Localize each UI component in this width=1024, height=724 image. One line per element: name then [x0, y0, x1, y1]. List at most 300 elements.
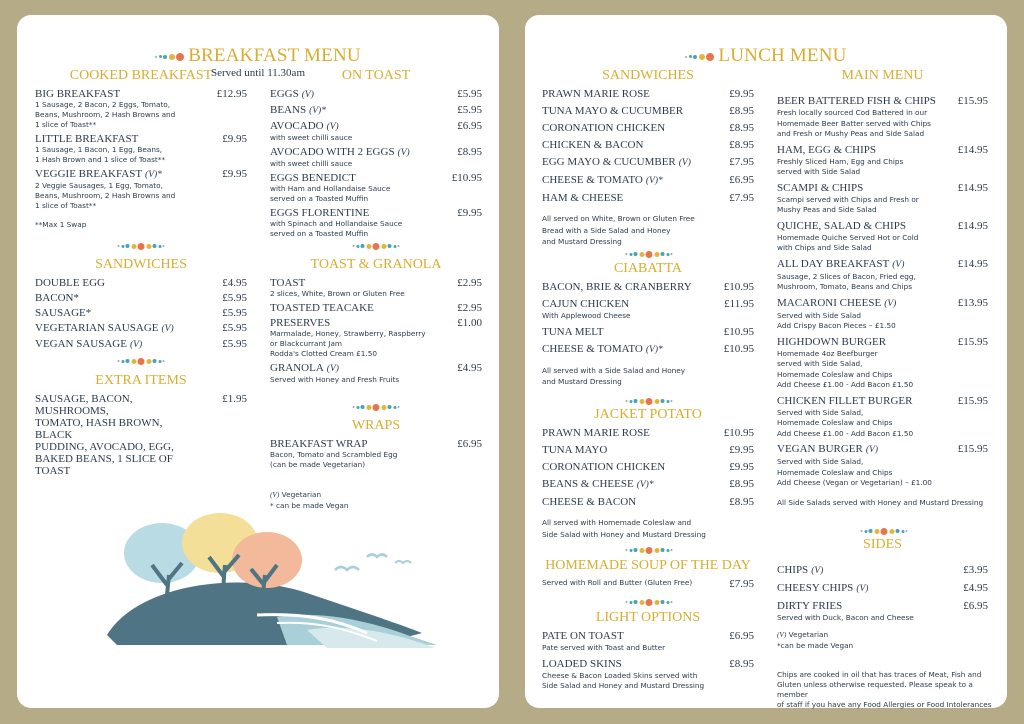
dot: [646, 251, 653, 258]
menu-item: [35, 133, 247, 165]
dot: [121, 245, 124, 248]
item-name: [542, 192, 754, 205]
item-price: £9.95: [222, 168, 247, 180]
menu-item: [542, 496, 754, 509]
item-description: Cheese & Bacon Loaded Skins served with: [542, 670, 698, 680]
item-description: with sweet chilli sauce: [270, 159, 353, 168]
dots-divider: [626, 546, 673, 554]
breakfast-title-text: BREAKFAST MENU: [188, 45, 361, 66]
menu-item: [270, 438, 482, 470]
dot: [398, 406, 400, 408]
item-description: Side Salad and Honey and Mustard Dressing: [542, 681, 705, 690]
section-sandwiches: [35, 257, 247, 354]
legend-vegan: *can be made Vegan: [777, 641, 854, 650]
dot: [356, 406, 359, 409]
item-price: £8.95: [729, 657, 754, 670]
item-price: £6.95: [457, 438, 482, 450]
dietary-tag: (V): [811, 566, 824, 576]
item-name-text: AVOCADO: [270, 120, 324, 132]
item-name-text: TUNA MAYO & CUCUMBER: [542, 105, 684, 117]
dot: [158, 360, 161, 363]
section-heading: HOMEMADE SOUP OF THE DAY: [545, 558, 751, 573]
menu-item: [542, 105, 754, 118]
dot: [629, 253, 632, 256]
dot: [639, 600, 644, 605]
dot: [706, 53, 714, 61]
item-price: £6.95: [963, 600, 988, 612]
legend-v-symbol: (V): [777, 630, 787, 639]
section-wraps: [270, 418, 482, 473]
section-heading: MAIN MENU: [841, 68, 924, 83]
dot: [163, 55, 167, 59]
menu-item: [35, 393, 247, 477]
menu-item: [35, 292, 247, 304]
dot: [661, 600, 665, 604]
dot: [361, 405, 365, 409]
dietary-tag: (V)*: [645, 176, 663, 186]
item-name: [542, 658, 754, 671]
item-price: £5.95: [222, 322, 247, 334]
item-price: £12.95: [216, 88, 247, 100]
dietary-tag: (V): [856, 584, 869, 594]
item-description: with Spinach and Hollandaise Sauce: [270, 219, 403, 228]
dot: [861, 530, 863, 532]
dot: [353, 245, 355, 247]
item-price: £5.95: [457, 88, 482, 100]
menu-item: [35, 277, 247, 289]
dots-divider: [353, 242, 400, 250]
dietary-tag: (V)*: [145, 170, 162, 180]
dots-divider: [353, 403, 400, 411]
dot: [661, 252, 665, 256]
item-name-text: CHEESE & TOMATO: [542, 342, 643, 355]
menu-item: [542, 461, 754, 474]
item-name: [35, 168, 247, 181]
menu-item: [542, 139, 754, 152]
item-description: 2 Veggie Sausages, 1 Egg, Tomato,: [35, 181, 163, 190]
item-description: with sweet chilli sauce: [270, 133, 353, 142]
item-name: [270, 146, 482, 159]
dot: [661, 548, 665, 552]
item-name: [777, 220, 988, 233]
menu-item: [270, 146, 482, 169]
item-name-text: BACON*: [35, 292, 80, 304]
item-name-text: TOASTED TEACAKE: [270, 302, 374, 314]
item-price: £9.95: [457, 207, 482, 219]
item-name: [542, 326, 754, 339]
menu-item: [542, 88, 754, 101]
item-name: [35, 322, 247, 335]
item-price: £14.95: [957, 181, 988, 194]
dot: [163, 360, 165, 362]
menu-item: [777, 144, 988, 178]
dietary-tag: (V): [326, 122, 339, 132]
dot: [634, 548, 638, 552]
breakfast-menu-page: [17, 15, 499, 708]
menu-item: [542, 444, 754, 457]
item-description: with Chips and Side Salad: [777, 243, 872, 252]
menu-item: [777, 258, 988, 293]
dot: [629, 400, 632, 403]
dot: [654, 600, 659, 605]
item-name-text: EGGS BENEDICT: [270, 172, 356, 184]
dot: [869, 529, 873, 533]
item-name: [270, 120, 482, 133]
item-description: Pate served with Toast and Butter: [542, 643, 666, 652]
item-name-text: BEANS: [270, 104, 307, 116]
item-description: Homemade 4oz Beefburger: [777, 348, 878, 358]
item-name: [270, 207, 482, 219]
item-name: [777, 600, 988, 613]
dot: [901, 530, 904, 533]
item-name: [270, 88, 482, 101]
item-price: £14.95: [957, 219, 988, 232]
dots-divider: [118, 357, 165, 365]
item-name: [542, 298, 754, 311]
item-price: £15.95: [957, 335, 988, 348]
item-description: Mushroom, Tomato, Beans and Chips: [777, 282, 913, 291]
dot: [671, 253, 673, 255]
item-name-text: SAUSAGE, BACON, MUSHROOMS, TOMATO, HASH BROWN, BLACK PUDDING, AVOCADO, EGG, BAKED BEANS, 1 SLICE OF TOAST: [35, 393, 174, 477]
item-name: [542, 88, 754, 101]
item-price: £3.95: [963, 564, 988, 576]
item-name: [542, 478, 754, 492]
item-name-text: EGGS FLORENTINE: [270, 207, 370, 219]
item-price: £4.95: [457, 362, 482, 374]
breakfast-title: [17, 45, 499, 67]
section-heading: COOKED BREAKFAST: [69, 68, 213, 83]
item-name-text: PATE ON TOAST: [542, 630, 624, 642]
dot: [889, 529, 894, 534]
item-description: Served with Side Salad,: [777, 457, 864, 466]
item-name: [777, 95, 988, 108]
dots-divider: [626, 250, 673, 258]
item-name: [270, 317, 482, 329]
dot: [393, 245, 396, 248]
menu-item: [270, 120, 482, 143]
dot: [639, 252, 644, 257]
item-price: £5.95: [222, 307, 247, 319]
dietary-tag: (V)*: [645, 344, 663, 355]
dot: [666, 601, 669, 604]
dot: [629, 549, 632, 552]
item-description: Beans, Mushroom, 2 Hash Browns and: [35, 110, 176, 119]
section-heading: SIDES: [863, 537, 902, 552]
item-description: Served with Honey and Fresh Fruits: [270, 375, 400, 384]
item-price: £15.95: [957, 394, 988, 407]
item-description: Homemade Coleslaw and Chips: [777, 418, 893, 427]
item-description: Homemade Quiche Served Hot or Cold: [777, 232, 919, 242]
item-name: [270, 438, 482, 450]
menu-item: [270, 207, 482, 239]
menu-item: [542, 122, 754, 135]
item-name-text: BACON, BRIE & CRANBERRY: [542, 281, 692, 293]
item-price: £14.95: [957, 257, 988, 270]
item-name-text: PRAWN MARIE ROSE: [542, 427, 650, 439]
dietary-tag: (V)*: [309, 106, 326, 116]
dietary-tag: (V): [161, 324, 174, 334]
dot: [138, 358, 145, 365]
section-heading: SANDWICHES: [95, 257, 187, 272]
dot: [388, 405, 392, 409]
dot: [146, 244, 151, 249]
menu-item: [270, 277, 482, 299]
item-price: £10.95: [451, 172, 482, 184]
dot: [654, 399, 659, 404]
section-heading: JACKET POTATO: [594, 407, 702, 422]
dot: [373, 243, 380, 250]
dot: [874, 529, 879, 534]
item-name-text: BEANS & CHEESE: [542, 478, 634, 490]
dot: [131, 359, 136, 364]
item-description: with Ham and Hollandaise Sauce: [270, 184, 391, 193]
item-name-text: MACARONI CHEESE: [777, 296, 882, 309]
item-description: Homemade Coleslaw and Chips: [777, 467, 893, 477]
item-name-text: GRANOLA: [270, 362, 324, 374]
lunch-legend: [777, 629, 853, 651]
dot: [685, 56, 687, 58]
dot: [646, 599, 653, 606]
item-price: £2.95: [457, 302, 482, 314]
section-sides: [777, 537, 988, 628]
item-description: Fresh locally sourced Cod Battered in our: [777, 108, 928, 117]
breakfast-served-until: Served until 11.30am: [211, 67, 305, 79]
item-name: [777, 395, 988, 408]
item-name: [270, 302, 482, 314]
section-heading: ON TOAST: [341, 68, 411, 83]
section-heading: LIGHT OPTIONS: [595, 610, 701, 625]
item-price: £6.95: [729, 174, 754, 186]
dot: [373, 404, 380, 411]
dot: [176, 53, 184, 61]
item-name: [777, 182, 988, 195]
dots-divider: [861, 527, 908, 535]
dietary-tag: (V): [884, 298, 897, 309]
section-note: All served on White, Brown or Gluten Free Bread with a Side Salad and Honey and Mustard Dressing: [542, 214, 695, 246]
dot: [666, 400, 669, 403]
legend-vegetarian: Vegetarian: [788, 630, 829, 639]
item-name-text: HAM, EGG & CHIPS: [777, 143, 877, 156]
lunch-title-text: LUNCH MENU: [718, 45, 847, 66]
item-name-text: HIGHDOWN BURGER: [777, 335, 887, 348]
dot: [126, 359, 130, 363]
dot: [361, 244, 365, 248]
item-name: [542, 444, 754, 457]
section-heading: WRAPS: [351, 418, 401, 433]
dot: [666, 549, 669, 552]
menu-item: [777, 220, 988, 254]
item-description: Served with Duck, Bacon and Cheese: [777, 613, 914, 622]
item-name: [270, 172, 482, 184]
item-name: [542, 156, 754, 170]
section-note: **Max 1 Swap: [35, 220, 87, 229]
dot: [639, 399, 644, 404]
menu-item: [270, 104, 482, 117]
menu-item: [270, 88, 482, 101]
item-description: Mushy Peas and Side Salad: [777, 205, 877, 214]
item-price: £9.95: [729, 88, 754, 100]
item-name-text: CHICKEN FILLET BURGER: [777, 394, 913, 407]
menu-item: [542, 281, 754, 294]
dot: [381, 244, 386, 249]
menu-item: [777, 297, 988, 332]
menu-item: [777, 182, 988, 216]
legend-vegetarian: Vegetarian: [281, 490, 322, 499]
dot: [626, 400, 628, 402]
dot: [654, 548, 659, 553]
item-price: £15.95: [957, 443, 988, 455]
item-name-text: CHEESE & TOMATO: [542, 174, 643, 186]
item-description: Add Cheese £1.00 - Add Bacon £1.50: [777, 428, 914, 438]
item-price: £9.95: [222, 133, 247, 145]
section-note: All served with Homemade Coleslaw and Side Salad with Honey and Mustard Dressing: [542, 518, 706, 539]
item-name-text: BEER BATTERED FISH & CHIPS: [777, 95, 936, 107]
menu-item: [542, 174, 754, 188]
item-name: [270, 104, 482, 117]
item-price: £6.95: [457, 120, 482, 132]
dot: [381, 405, 386, 410]
item-price: £13.95: [957, 296, 988, 309]
item-name: [542, 427, 754, 440]
section-heading: SANDWICHES: [602, 68, 694, 83]
item-name: [35, 277, 247, 289]
section-homemade-soup-of-the-day: [542, 558, 754, 593]
dietary-tag: (V): [865, 445, 879, 455]
menu-item: [777, 443, 988, 489]
item-price: £10.95: [723, 281, 754, 293]
dot: [634, 252, 638, 256]
item-price: £10.95: [723, 427, 754, 439]
dot: [158, 245, 161, 248]
item-price: £14.95: [957, 143, 988, 156]
legend-v-symbol: (V): [270, 490, 280, 499]
dot: [118, 245, 120, 247]
trees-landscape-illustration: [77, 505, 447, 665]
dot: [169, 54, 175, 60]
item-price: £6.95: [729, 630, 754, 642]
dot: [126, 244, 130, 248]
item-name-text: VEGAN SAUSAGE: [35, 338, 127, 350]
item-description: Scampi served with Chips and Fresh or: [777, 194, 919, 204]
item-name: [542, 461, 754, 474]
item-price: £4.95: [222, 277, 247, 289]
section-note: All served with a Side Salad and Honey and Mustard Dressing: [542, 365, 686, 386]
item-name-text: QUICHE, SALAD & CHIPS: [777, 219, 906, 232]
item-name: [542, 630, 754, 643]
item-name-text: CHICKEN & BACON: [542, 139, 644, 151]
section-ciabatta: [542, 261, 754, 388]
item-name-text: CORONATION CHICKEN: [542, 461, 666, 473]
dot: [864, 530, 867, 533]
item-description: With Applewood Cheese: [542, 311, 631, 320]
item-name-text: AVOCADO WITH 2 EGGS: [270, 146, 395, 158]
item-description: Homemade Coleslaw and Chips: [777, 369, 893, 379]
item-description: Add Cheese (Vegan or Vegetarian) – £1.00: [777, 478, 932, 487]
item-name-text: VEGETARIAN SAUSAGE: [35, 322, 159, 334]
dietary-tag: (V): [892, 259, 905, 270]
item-name-text: CORONATION CHICKEN: [542, 122, 666, 134]
item-description: 1 slice of Toast**: [35, 201, 97, 210]
dot: [626, 549, 628, 551]
item-name-text: BREAKFAST WRAP: [270, 438, 368, 450]
item-price: £8.95: [729, 122, 754, 134]
item-name: [777, 443, 988, 457]
menu-item: [777, 564, 988, 578]
menu-item: [777, 336, 988, 391]
menu-item: [777, 600, 988, 624]
item-price: £9.95: [729, 461, 754, 473]
dot: [366, 405, 371, 410]
section-heading: TOAST & GRANOLA: [310, 257, 442, 272]
item-price: £10.95: [723, 325, 754, 338]
item-name: [35, 338, 247, 351]
menu-item: [270, 172, 482, 204]
item-price: £8.95: [729, 478, 754, 490]
item-name-text: VEGAN BURGER: [777, 443, 863, 455]
lunch-menu-page: [525, 15, 1007, 708]
item-description: 1 Hash Brown and 1 slice of Toast**: [35, 155, 166, 164]
item-price: £5.95: [222, 338, 247, 350]
item-name-text: SAUSAGE*: [35, 307, 92, 319]
item-name-text: LITTLE BREAKFAST: [35, 133, 139, 145]
dot: [639, 548, 644, 553]
dot: [896, 529, 900, 533]
item-name: [777, 297, 988, 311]
item-name: [35, 88, 247, 100]
item-description: Served with Side Salad: [777, 310, 862, 320]
menu-item: [542, 630, 754, 654]
dot: [693, 55, 697, 59]
item-name: [270, 277, 482, 289]
dot: [393, 406, 396, 409]
item-name: [270, 362, 482, 375]
dot: [906, 530, 908, 532]
menu-item: [542, 192, 754, 205]
legend-vegan: * can be made Vegan: [270, 501, 349, 510]
item-price: £8.95: [729, 139, 754, 151]
item-description: (can be made Vegetarian): [270, 460, 366, 469]
item-name-text: DIRTY FRIES: [777, 600, 843, 612]
item-description: and Fresh or Mushy Peas and Side Salad: [777, 129, 925, 138]
menu-item: [35, 338, 247, 351]
dietary-tag: (V): [301, 90, 314, 100]
dot: [138, 243, 145, 250]
item-name-text: CHEESY CHIPS: [777, 582, 854, 594]
item-description: served with Side Salad: [777, 167, 861, 176]
title-dots-decoration: [685, 53, 714, 61]
dot: [626, 253, 628, 255]
menu-item: [542, 478, 754, 492]
section-light-options: [542, 610, 754, 696]
dot: [666, 253, 669, 256]
item-price: £9.95: [729, 444, 754, 456]
item-name-text: TUNA MELT: [542, 325, 604, 338]
section-heading: EXTRA ITEMS: [95, 373, 187, 388]
section-extra-items: [35, 373, 247, 480]
item-description: Homemade Beer Batter served with Chips: [777, 118, 931, 128]
section-on-toast: [270, 68, 482, 242]
item-price: £7.95: [729, 192, 754, 204]
item-name-text: ALL DAY BREAKFAST: [777, 257, 890, 270]
dot: [626, 601, 628, 603]
item-description: 1 Sausage, 2 Bacon, 2 Eggs, Tomato,: [35, 100, 171, 109]
dot: [155, 56, 157, 58]
dot: [629, 601, 632, 604]
item-price: £11.95: [724, 298, 754, 310]
item-price: £1.95: [222, 393, 247, 405]
dot: [699, 54, 705, 60]
item-name-text: CHEESE & BACON: [542, 496, 637, 508]
